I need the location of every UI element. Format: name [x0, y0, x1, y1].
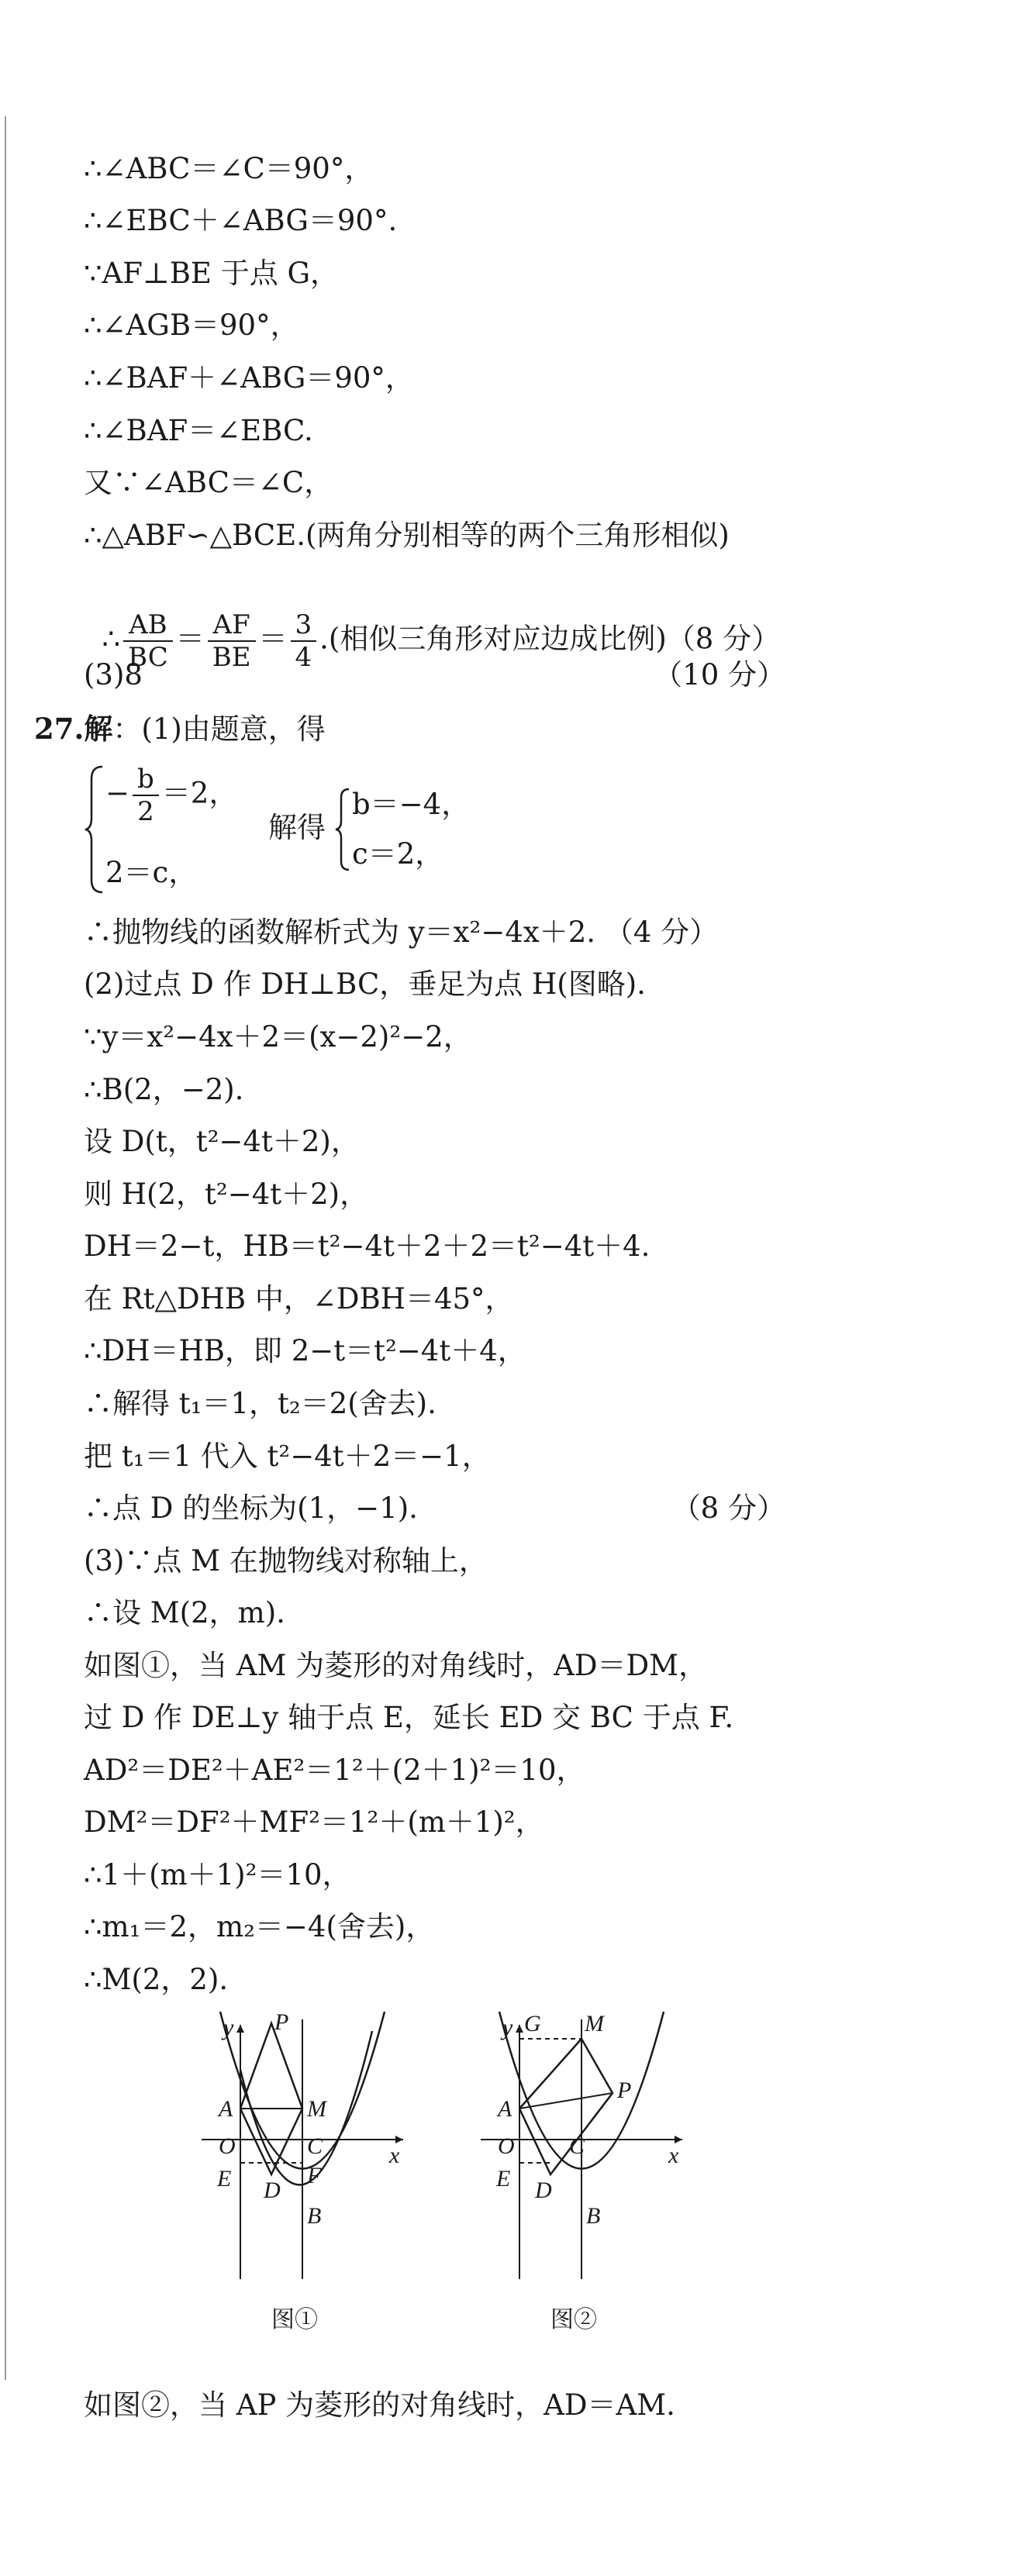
- solution-line-6: 则 H(2，t²−4t＋2)，: [84, 1178, 369, 1211]
- fig1-label-c: C: [307, 2133, 323, 2159]
- equation-systems: [84, 764, 626, 895]
- fig1-label-b: B: [307, 2203, 322, 2229]
- fraction-b-2: [133, 764, 159, 827]
- fig2-label-g: G: [524, 2011, 541, 2036]
- fig2-label-d: D: [535, 2178, 552, 2203]
- fig1-label-m: M: [307, 2096, 326, 2122]
- solve-word: 解得: [268, 811, 326, 844]
- proof-line-2: ∴∠EBC＋∠ABG＝90°.: [84, 204, 398, 237]
- solution-line-7: DH＝2−t，HB＝t²−4t＋2＋2＝t²−4t＋4.: [84, 1229, 650, 1263]
- fig1-label-y: y: [223, 2015, 234, 2040]
- solution-line-11: 把 t₁＝1 代入 t²−4t＋2＝−1，: [84, 1440, 491, 1473]
- score-8: （8 分）: [671, 1491, 785, 1525]
- fig2-label-e: E: [496, 2166, 511, 2191]
- solution-line-4: ∴B(2，−2).: [84, 1073, 244, 1106]
- fig2-label-a: A: [498, 2096, 512, 2122]
- fraction-af-be: [208, 609, 256, 673]
- proof-line-4: ∴∠AGB＝90°，: [84, 309, 299, 342]
- y-axis-arrow: [516, 2025, 523, 2033]
- solution-line-18: DM²＝DF²＋MF²＝1²＋(m＋1)²，: [84, 1805, 544, 1839]
- system-right-eq1: b＝−4，: [352, 788, 471, 821]
- equation-rhs: ＝2，: [161, 776, 238, 810]
- fraction-denominator: 2: [137, 796, 154, 827]
- system-left-eq1: [105, 764, 237, 827]
- rhombus-adm: [240, 2023, 302, 2174]
- solution-line-10: ∴解得 t₁＝1，t₂＝2(舍去).: [84, 1387, 437, 1420]
- solution-line-12: ∴点 D 的坐标为(1，−1).: [84, 1491, 418, 1525]
- fig2-label-o: O: [498, 2133, 515, 2159]
- final-line: 如图②，当 AP 为菱形的对角线时，AD＝AM.: [84, 2388, 675, 2422]
- right-brace: [333, 787, 352, 872]
- solution-line-17: AD²＝DE²＋AE²＝1²＋(2＋1)²＝10，: [84, 1754, 585, 1787]
- fig1-label-o: O: [219, 2133, 236, 2159]
- fig2-label-p: P: [617, 2078, 632, 2103]
- proof-line-3: ∵AF⊥BE 于点 G，: [84, 257, 340, 290]
- solution-line-16: 过 D 作 DE⊥y 轴于点 E，延长 ED 交 BC 于点 F.: [84, 1701, 734, 1734]
- solution-line-2: (2)过点 D 作 DH⊥BC，垂足为点 H(图略).: [84, 967, 646, 1001]
- solution-line-20: ∴m₁＝2，m₂＝−4(舍去)，: [84, 1910, 435, 1943]
- segment-ap: [519, 2093, 613, 2109]
- fig2-label-y: y: [502, 2015, 513, 2040]
- fraction-denominator: 4: [295, 642, 312, 673]
- figure-1: [202, 2009, 403, 2333]
- fig1-label-d: D: [264, 2178, 281, 2203]
- solution-line-8: 在 Rt△DHB 中，∠DBH＝45°，: [84, 1282, 514, 1316]
- equals-sign: ＝: [258, 622, 288, 656]
- solution-word: 解: [84, 712, 113, 746]
- solution-line-3: ∵y＝x²−4x＋2＝(x−2)²−2，: [84, 1020, 472, 1054]
- fig1-label-e: E: [217, 2166, 232, 2191]
- fig1-label-a: A: [219, 2096, 233, 2122]
- fig1-caption: 图①: [271, 2307, 318, 2333]
- fraction-denominator: BE: [212, 642, 251, 673]
- question-number: 27.: [34, 712, 85, 746]
- part3-answer: (3)8: [84, 658, 143, 691]
- fig2-caption: 图②: [550, 2307, 597, 2333]
- margin-rule: [5, 116, 6, 2380]
- solution-line-13: (3)∵点 M 在抛物线对称轴上，: [84, 1544, 488, 1578]
- proof-line-5: ∴∠BAF＋∠ABG＝90°，: [84, 361, 414, 395]
- proof-line-1: ∴∠ABC＝∠C＝90°，: [84, 152, 374, 185]
- solution-line-9: ∴DH＝HB，即 2−t＝t²−4t＋4，: [84, 1334, 526, 1367]
- figures: [178, 2008, 721, 2349]
- fig1-label-x: x: [389, 2143, 400, 2168]
- fig1-label-p: P: [274, 2009, 289, 2035]
- fraction-3-4: [291, 609, 317, 673]
- fig2-label-c: C: [569, 2133, 585, 2159]
- proof-line-6: ∴∠BAF＝∠EBC.: [84, 414, 313, 447]
- q27-heading: [34, 711, 326, 747]
- left-brace: [84, 764, 107, 895]
- solution-line-1: ∴抛物线的函数解析式为 y＝x²−4x＋2. （4 分）: [84, 916, 719, 949]
- solution-line-5: 设 D(t，t²−4t＋2)，: [84, 1125, 360, 1158]
- fraction-numerator: AF: [208, 609, 256, 642]
- solution-line-21: ∴M(2，2).: [84, 1963, 229, 1996]
- solution-line-15: 如图①，当 AM 为菱形的对角线时，AD＝DM，: [84, 1649, 708, 1682]
- fraction-numerator: 3: [291, 609, 317, 642]
- fraction-numerator: AB: [123, 609, 173, 642]
- part3-score: （10 分）: [654, 658, 785, 691]
- fig1-label-f: F: [307, 2163, 322, 2188]
- fraction-numerator: b: [133, 764, 159, 796]
- fig2-label-m: M: [585, 2011, 604, 2036]
- figure-2: [481, 2011, 682, 2333]
- system-right-eq2: c＝2，: [352, 837, 444, 871]
- system-left-eq2: 2＝c，: [105, 856, 198, 889]
- proof-line-8: ∴△ABF∽△BCE.(两角分别相等的两个三角形相似): [84, 519, 730, 552]
- therefore-symbol: ∴: [102, 622, 121, 656]
- fraction-denominator: BC: [128, 642, 168, 673]
- equals-sign: ＝: [175, 622, 205, 656]
- proof-line-7: 又∵∠ABC＝∠C，: [84, 466, 333, 499]
- fig2-label-x: x: [668, 2143, 679, 2168]
- minus-sign: −: [105, 776, 130, 810]
- fig2-label-b: B: [586, 2203, 601, 2229]
- solution-line-14: ∴设 M(2，m).: [84, 1596, 285, 1629]
- y-axis-arrow: [236, 2025, 244, 2033]
- ratio-reason: .(相似三角形对应边成比例)（8 分）: [319, 622, 781, 656]
- solution-line-19: ∴1＋(m＋1)²＝10，: [84, 1858, 351, 1891]
- q27-intro: ：(1)由题意，得: [112, 712, 326, 746]
